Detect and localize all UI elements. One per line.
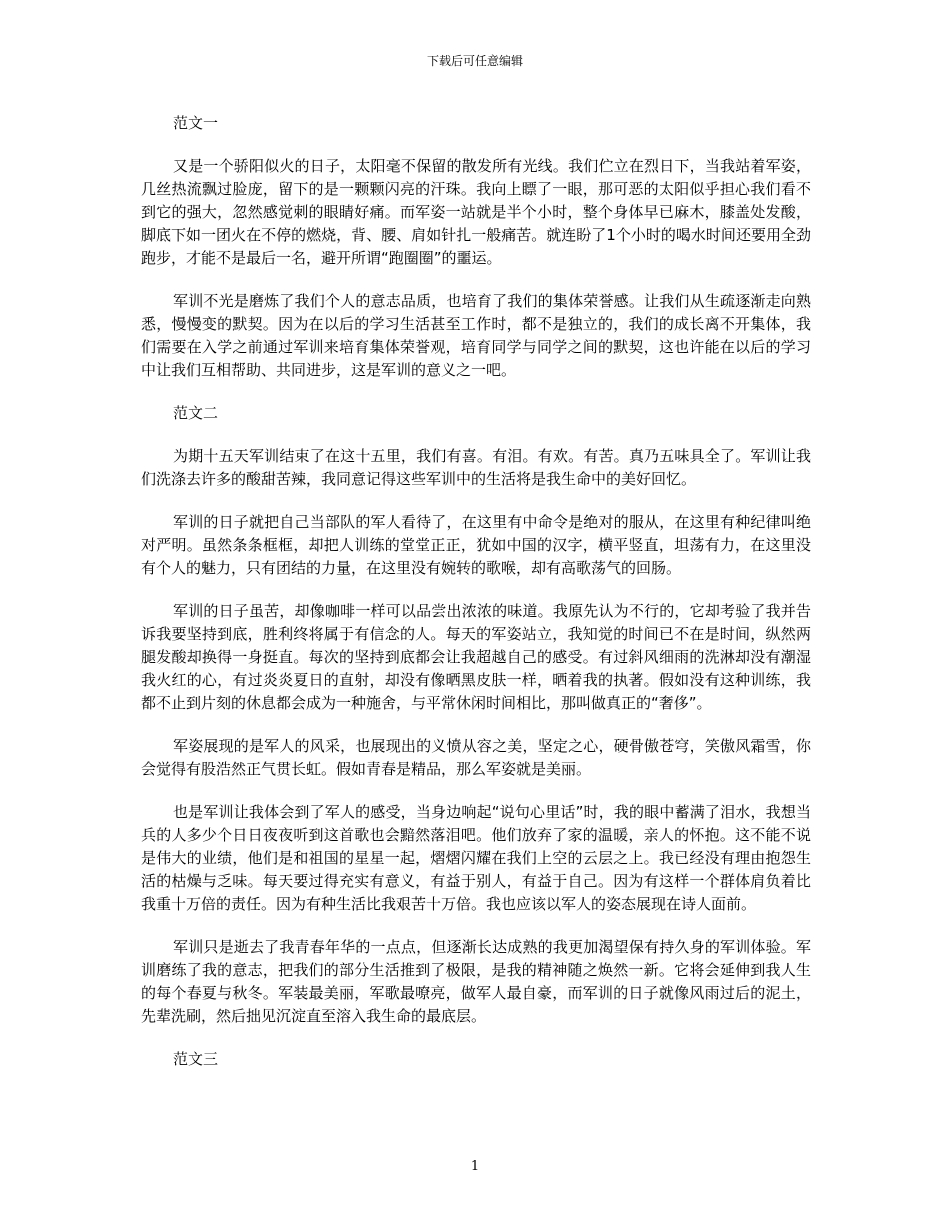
page-number: 1 [470, 1159, 480, 1174]
paragraph: 军训不光是磨炼了我们个人的意志品质，也培育了我们的集体荣誉感。让我们从生疏逐渐走向熟悉，慢慢变的默契。因为在以后的学习生活甚至工作时，都不是独立的，我们的成长离不开集体，我们需要在入学之前通过军训来培育集体荣誉观，培育同学与同学之间的默契，这也许能在以后的学习中让我们互相帮助、共同进步，这是军训的意义之一吧。 [141, 292, 811, 379]
paragraph: 又是一个骄阳似火的日子，太阳毫不保留的散发所有光线。我们伫立在烈日下，当我站着军姿，几丝热流飘过脸庞，留下的是一颗颗闪亮的汗珠。我向上瞟了一眼，那可恶的太阳似乎担心我们看不到它的强大，忽然感觉刺的眼睛好痛。而军姿一站就是半个小时，整个身体早已麻木，膝盖处发酸，脚底下如一团火在不停的燃烧，背、腰、肩如针扎一般痛苦。就连盼了1个小时的喝水时间还要用全劲跑步，才能不是最后一名，避开所谓“跑圈圈”的噩运。 [141, 157, 811, 267]
page-header: 下载后可任意编辑 [426, 54, 523, 68]
paragraph: 军训的日子虽苦，却像咖啡一样可以品尝出浓浓的味道。我原先认为不行的，它却考验了我并告诉我要坚持到底，胜利终将属于有信念的人。每天的军姿站立，我知觉的时间已不在是时间，纵然两腿发酸却换得一身挺直。每次的坚持到底都会让我超越自己的感受。有过斜风细雨的洗淋却没有潮湿我火红的心，有过炎炎夏日的直射，却没有像晒黑皮肤一样，晒着我的执著。假如没有这种训练，我都不止到片刻的休息都会成为一种施舍，与平常休闲时间相比，那叫做真正的“奢侈”。 [141, 602, 811, 712]
section-title: 范文一 [173, 114, 219, 132]
section-title: 范文三 [173, 1050, 219, 1068]
document-body [141, 112, 811, 1091]
paragraph: 军训只是逝去了我青春年华的一点点，但逐渐长达成熟的我更加渴望保有持久身的军训体验。军训磨练了我的意志，把我们的部分生活推到了极限，是我的精神随之焕然一新。它将会延伸到我人生的每个春夏与秋冬。军装最美丽，军歌最嘹亮，做军人最自豪，而军训的日子就像风雨过后的泥土，先辈洗刷，然后拙见沉淀直至溶入我生命的最底层。 [141, 938, 811, 1025]
paragraph: 军姿展现的是军人的风采，也展现出的义愤从容之美，坚定之心，硬骨傲苍穹，笑傲风霜雪，你会觉得有股浩然正气贯长虹。假如青春是精品，那么军姿就是美丽。 [141, 737, 811, 778]
section-title: 范文二 [173, 404, 219, 422]
paragraph: 也是军训让我体会到了军人的感受，当身边响起“说句心里话”时，我的眼中蓄满了泪水，我想当兵的人多少个日日夜夜听到这首歌也会黯然落泪吧。他们放弃了家的温暖，亲人的怀抱。这不能不说是伟大的业绩，他们是和祖国的星星一起，熠熠闪耀在我们上空的云层之上。我已经没有理由抱怨生活的枯燥与乏味。每天要过得充实有意义，有益于别人，有益于自己。因为有这样一个群体肩负着比我重十万倍的责任。因为有种生活比我艰苦十万倍。我也应该以军人的姿态展现在诗人面前。 [141, 803, 811, 913]
paragraph: 军训的日子就把自己当部队的军人看待了，在这里有中命令是绝对的服从，在这里有种纪律叫绝对严明。虽然条条框框，却把人训练的堂堂正正，犹如中国的汉字，横平竖直，坦荡有力，在这里没有个人的魅力，只有团结的力量，在这里没有婉转的歌喉，却有高歌荡气的回肠。 [141, 513, 811, 577]
paragraph: 为期十五天军训结束了在这十五里，我们有喜。有泪。有欢。有苦。真乃五味具全了。军训让我们洗涤去许多的酸甜苦辣，我同意记得这些军训中的生活将是我生命中的美好回忆。 [141, 447, 811, 488]
